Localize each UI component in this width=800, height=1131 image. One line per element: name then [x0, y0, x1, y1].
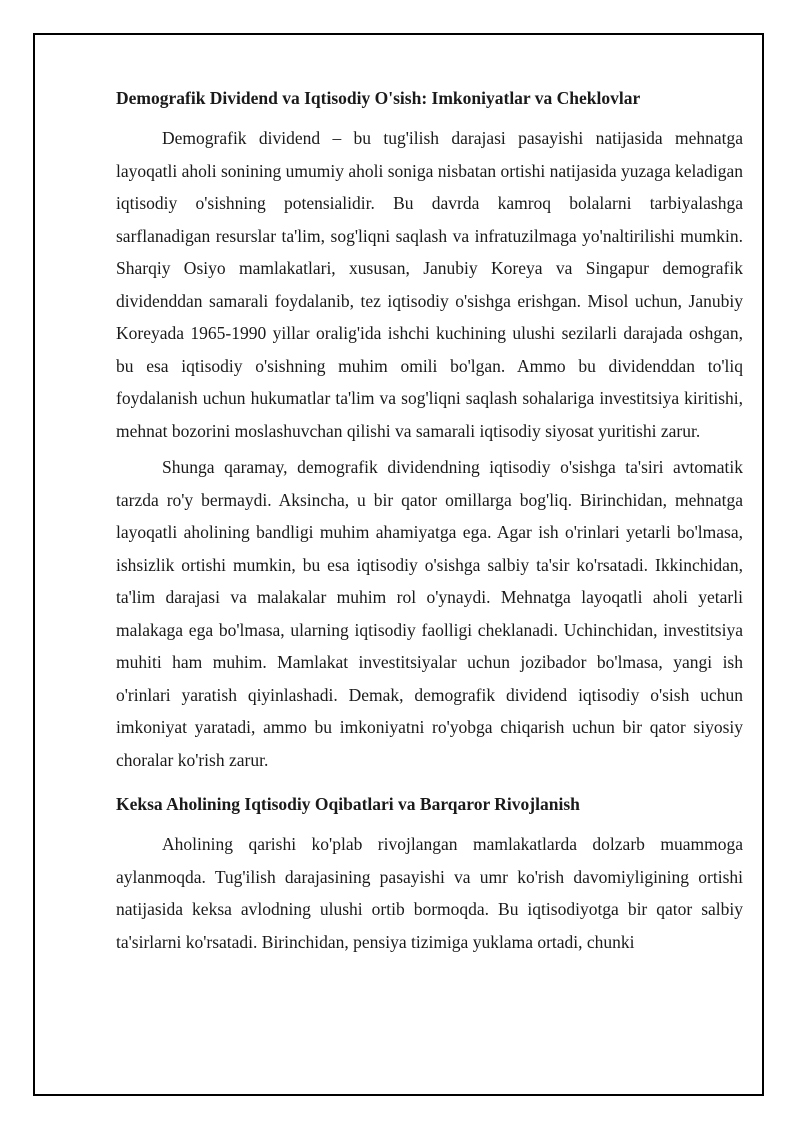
paragraph-1: Demografik dividend – bu tug'ilish darajasi pasayishi natijasida mehnatga layoqatli aholi sonining umumiy aholi soniga nisbatan ortishi natijasida yuzaga keladigan iqtisodiy o'sishning potensialidir. Bu davrda kamroq bolalarni tarbiyalashga sarflanadigan resurslar ta'lim, sog'liqni saqlash va infratuzilmaga yo'naltirilishi mumkin. Sharqiy Osiyo mamlakatlari, xususan, Janubiy Koreya va Singapur demografik dividenddan samarali foydalanib, tez iqtisodiy o'sishga erishgan. Misol uchun, Janubiy Koreyada 1965-1990 yillar oralig'ida ishchi kuchining ulushi sezilarli darajada oshgan, bu esa iqtisodiy o'sishning muhim omili bo'lgan. Ammo bu dividenddan to'liq foydalanish uchun hukumatlar ta'lim va sog'liqni saqlash sohalariga investitsiya kiritishi, mehnat bozorini moslashuvchan qilishi va samarali iqtisodiy siyosat yuritishi zarur. [116, 128, 743, 441]
section-heading-demographic-dividend: Demografik Dividend va Iqtisodiy O'sish: Imkoniyatlar va Cheklovlar [116, 88, 641, 108]
paragraph-3: Aholining qarishi ko'plab rivojlangan mamlakatlarda dolzarb muammoga aylanmoqda. Tug'ilish darajasining pasayishi va umr ko'rish davomiyligining ortishi natijasida keksa avlodning ulushi ortib bormoqda. Bu iqtisodiyotga bir qator salbiy ta'sirlarni ko'rsatadi. Birinchidan, pensiya tizimiga yuklama ortadi, chunki [116, 834, 743, 952]
document-body [116, 84, 743, 962]
section-heading-aging-population: Keksa Aholining Iqtisodiy Oqibatlari va Barqaror Rivojlanish [116, 794, 580, 814]
paragraph-2: Shunga qaramay, demografik dividendning iqtisodiy o'sishga ta'siri avtomatik tarzda ro'y bermaydi. Aksincha, u bir qator omillarga bog'liq. Birinchidan, mehnatga layoqatli aholining bandligi muhim ahamiyatga ega. Agar ish o'rinlari yetarli bo'lmasa, ishsizlik ortishi mumkin, bu esa iqtisodiy o'sishga salbiy ta'sir ko'rsatadi. Ikkinchidan, ta'lim darajasi va malakalar muhim rol o'ynaydi. Mehnatga layoqatli aholi yetarli malakaga ega bo'lmasa, ularning iqtisodiy faolligi cheklanadi. Uchinchidan, investitsiya muhiti ham muhim. Mamlakat investitsiyalar uchun jozibador bo'lmasa, yangi ish o'rinlari yaratish qiyinlashadi. Demak, demografik dividend iqtisodiy o'sish uchun imkoniyat yaratadi, ammo bu imkoniyatni ro'yobga chiqarish uchun bir qator siyosiy choralar ko'rish zarur. [116, 457, 743, 770]
